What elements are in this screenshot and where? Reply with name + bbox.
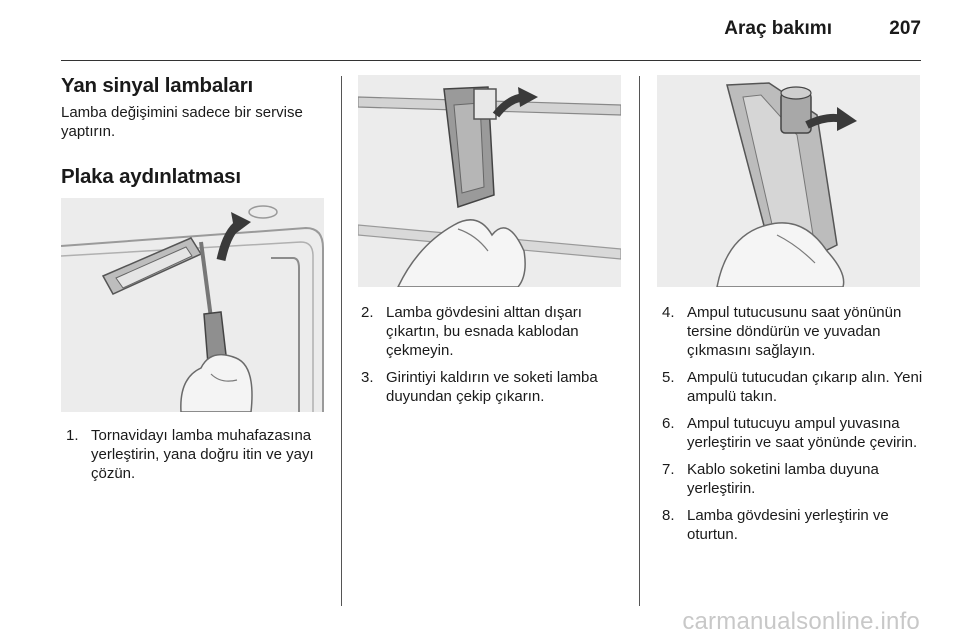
left-steps (66, 426, 328, 491)
column-divider-left (341, 76, 342, 606)
step-number: 2. (361, 304, 374, 321)
step-text: Ampul tutucuyu ampul yuvasına yerleştirin ve saat yönünde çevirin. (687, 415, 918, 451)
figure-remove-lamp-housing (358, 75, 621, 287)
step-text: Lamba gövdesini alttan dışarı çıkartın, bu esnada kablodan çekmeyin. (386, 304, 582, 359)
step-3 (361, 368, 626, 406)
step-text: Tornavidayı lamba muhafazasına yerleştirin, yana doğru itin ve yayı çözün. (91, 427, 314, 482)
step-number: 5. (662, 369, 675, 386)
step-number: 7. (662, 461, 675, 478)
step-number: 8. (662, 507, 675, 524)
step-4 (662, 303, 924, 360)
step-text: Girintiyi kaldırın ve soketi lamba duyundan çekip çıkarın. (386, 369, 598, 405)
step-text: Ampul tutucusunu saat yönünün tersine döndürün ve yuvadan çıkmasını sağlayın. (687, 304, 902, 359)
figure-rotate-bulb-holder (657, 75, 920, 287)
step-5 (662, 368, 924, 406)
heading-side-signal-lamps: Yan sinyal lambaları (61, 74, 253, 97)
step-number: 4. (662, 304, 675, 321)
step-7 (662, 460, 924, 498)
figure-screwdriver-plate-light (61, 198, 324, 412)
section-title: Araç bakımı (724, 18, 832, 39)
column-divider-right (639, 76, 640, 606)
step-1 (66, 426, 328, 483)
step-2 (361, 303, 626, 360)
step-6 (662, 414, 924, 452)
step-number: 3. (361, 369, 374, 386)
header-rule (61, 60, 921, 61)
step-number: 1. (66, 427, 79, 444)
step-text: Ampulü tutucudan çıkarıp alın. Yeni ampulü takın. (687, 369, 923, 405)
step-number: 6. (662, 415, 675, 432)
right-steps (662, 303, 924, 552)
side-signal-paragraph: Lamba değişimini sadece bir servise yaptırın. (61, 104, 303, 140)
heading-plate-light: Plaka aydınlatması (61, 165, 241, 188)
page-number: 207 (889, 18, 921, 39)
watermark: carmanualsonline.info (682, 608, 920, 635)
step-8 (662, 506, 924, 544)
step-text: Lamba gövdesini yerleştirin ve oturtun. (687, 507, 889, 543)
middle-steps (361, 303, 626, 414)
left-column (61, 74, 326, 189)
step-text: Kablo soketini lamba duyuna yerleştirin. (687, 461, 879, 497)
